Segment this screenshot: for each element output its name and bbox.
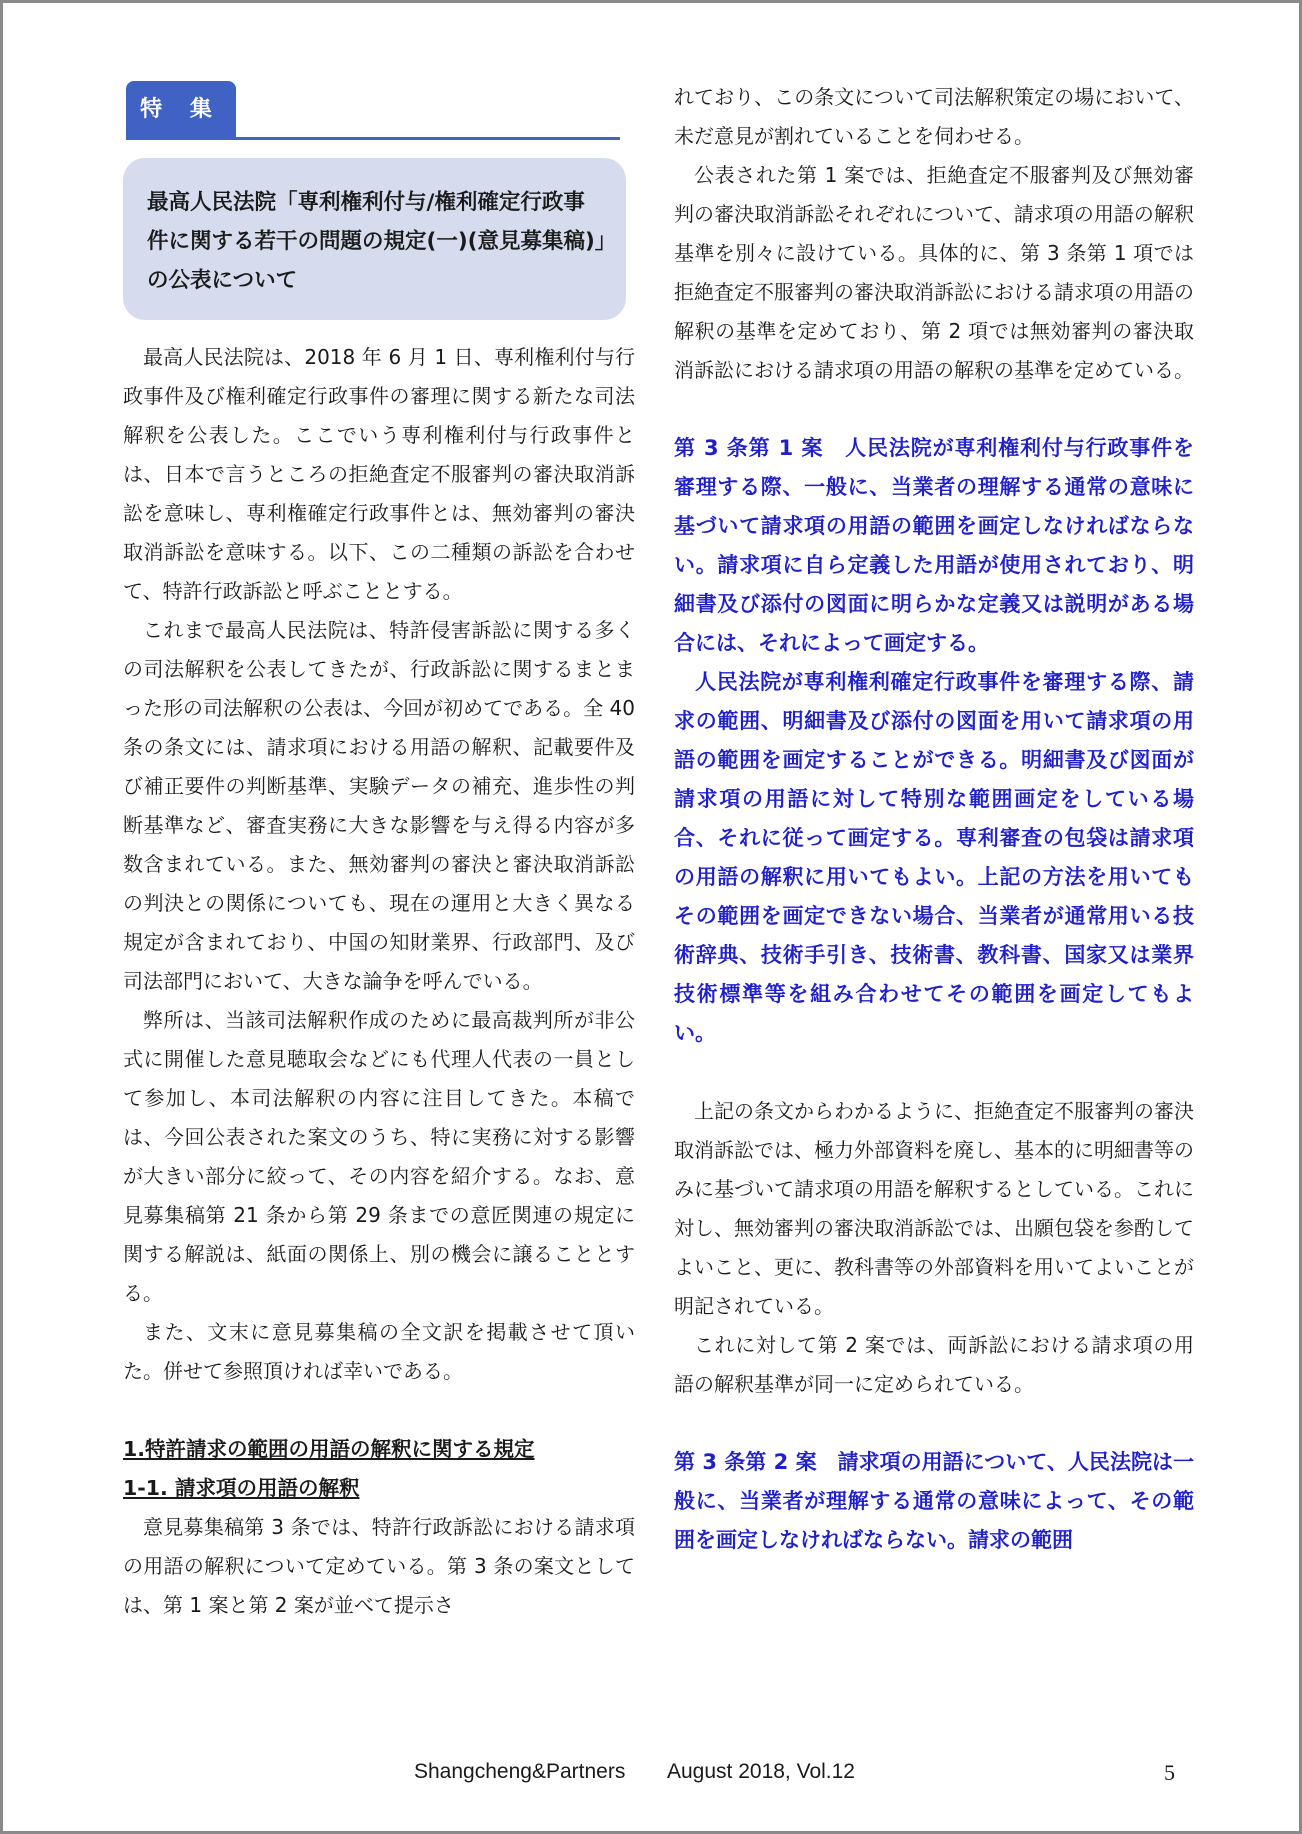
section-rule <box>126 137 620 140</box>
left-paragraph-3: 弊所は、当該司法解釈作成のために最高裁判所が非公式に開催した意見聴取会などにも代理人代表の一員として参加し、本司法解釈の内容に注目してきた。本稿では、今回公表された案文のうち、特に実務に対する影響が大きい部分に絞って、その内容を紹介する。なお、意見募集稿第 21 条から第 29 条までの意匠関連の規定に関する解説は、紙面の関係上、別の機会に譲ることとする。 <box>123 1008 635 1305</box>
spacer <box>123 1391 635 1430</box>
article-title: 最高人民法院「専利権利付与/権利確定行政事件に関する若干の問題の規定(一)(意見募集稿)」の公表について <box>147 190 606 293</box>
section-heading-1-1: 1-1. 請求項の用語の解釈 <box>123 1476 360 1500</box>
right-paragraph-1: れており、この条文について司法解釈策定の場において、未だ意見が割れていることを伺わせる。 <box>674 85 1194 148</box>
spacer <box>674 1053 1194 1092</box>
article-title-box <box>123 158 626 320</box>
right-paragraph-2: 公表された第 1 案では、拒絶査定不服審判及び無効審判の審決取消訴訟それぞれについて、請求項の用語の解釈基準を別々に設けている。具体的に、第 3 条第 1 項では拒絶査定不服審判の審決取消訴訟における請求項の用語の解釈の基準を定めており、第 2 項では無効審判の審決取消訴訟における請求項の用語の解釈の基準を定めている。 <box>674 163 1194 382</box>
right-paragraph-3: 上記の条文からわかるように、拒絶査定不服審判の審決取消訴訟では、極力外部資料を廃し、基本的に明細書等のみに基づいて請求項の用語を解釈するとしている。これに対し、無効審判の審決取消訴訟では、出願包袋を参酌してよいこと、更に、教科書等の外部資料を用いてよいことが明記されている。 <box>674 1099 1194 1318</box>
left-column <box>123 338 635 1625</box>
spacer <box>674 390 1194 429</box>
left-paragraph-4: また、文末に意見募集稿の全文訳を掲載させて頂いた。併せて参照頂ければ幸いである。 <box>123 1320 635 1383</box>
provision-article3-draft1: 第 3 条第 1 案 人民法院が専利権利付与行政事件を審理する際、一般に、当業者の理解する通常の意味に基づいて請求項の用語の範囲を画定しなければならない。請求項に自ら定義した用語が使用されており、明細書及び添付の図面に明らかな定義又は説明がある場合には、それによって画定する。 <box>674 436 1194 655</box>
spacer <box>674 1404 1194 1443</box>
left-paragraph-5: 意見募集稿第 3 条では、特許行政訴訟における請求項の用語の解釈について定めている。第 3 条の案文としては、第 1 案と第 2 案が並べて提示さ <box>123 1515 635 1617</box>
left-paragraph-2: これまで最高人民法院は、特許侵害訴訟に関する多くの司法解釈を公表してきたが、行政訴訟に関するまとまった形の司法解釈の公表は、今回が初めてである。全 40 条の条文には、請求項における用語の解釈、記載要件及び補正要件の判断基準、実験データの補充、進歩性の判断基準など、審査実務に大きな影響を与え得る内容が多数含まれている。また、無効審判の審決と審決取消訴訟の判決との関係についても、現在の運用と大きく異なる規定が含まれており、中国の知財業界、行政部門、及び司法部門において、大きな論争を呼んでいる。 <box>123 618 635 993</box>
right-paragraph-4: これに対して第 2 案では、両訴訟における請求項の用語の解釈基準が同一に定められている。 <box>674 1333 1194 1396</box>
provision-article3-draft2: 第 3 条第 2 案 請求項の用語について、人民法院は一般に、当業者が理解する通常の意味によって、その範囲を画定しなければならない。請求の範囲 <box>674 1450 1194 1552</box>
section-heading-1: 1.特許請求の範囲の用語の解釈に関する規定 <box>123 1437 535 1461</box>
right-column <box>674 78 1194 1560</box>
journal-name: Shangcheng&Partners <box>414 1760 626 1783</box>
provision-article3-draft1-para2: 人民法院が専利権利確定行政事件を審理する際、請求の範囲、明細書及び添付の図面を用いて請求項の用語の範囲を画定することができる。明細書及び図面が請求項の用語に対して特別な範囲画定をしている場合、それに従って画定する。専利審査の包袋は請求項の用語の解釈に用いてもよい。上記の方法を用いてもその範囲を画定できない場合、当業者が通常用いる技術辞典、技術手引き、技術書、教科書、国家又は業界技術標準等を組み合わせてその範囲を画定してもよい。 <box>674 670 1194 1045</box>
left-paragraph-1: 最高人民法院は、2018 年 6 月 1 日、専利権利付与行政事件及び権利確定行政事件の審理に関する新たな司法解釈を公表した。ここでいう専利権利付与行政事件とは、日本で言うところの拒絶査定不服審判の審決取消訴訟を意味し、専利権確定行政事件とは、無効審判の審決取消訴訟を意味する。以下、この二種類の訴訟を合わせて、特許行政訴訟と呼ぶこととする。 <box>123 345 635 603</box>
page-number: 5 <box>1164 1760 1175 1785</box>
page-footer <box>0 1760 1302 1790</box>
section-tab: 特 集 <box>126 81 236 138</box>
issue-info: August 2018, Vol.12 <box>667 1760 855 1783</box>
